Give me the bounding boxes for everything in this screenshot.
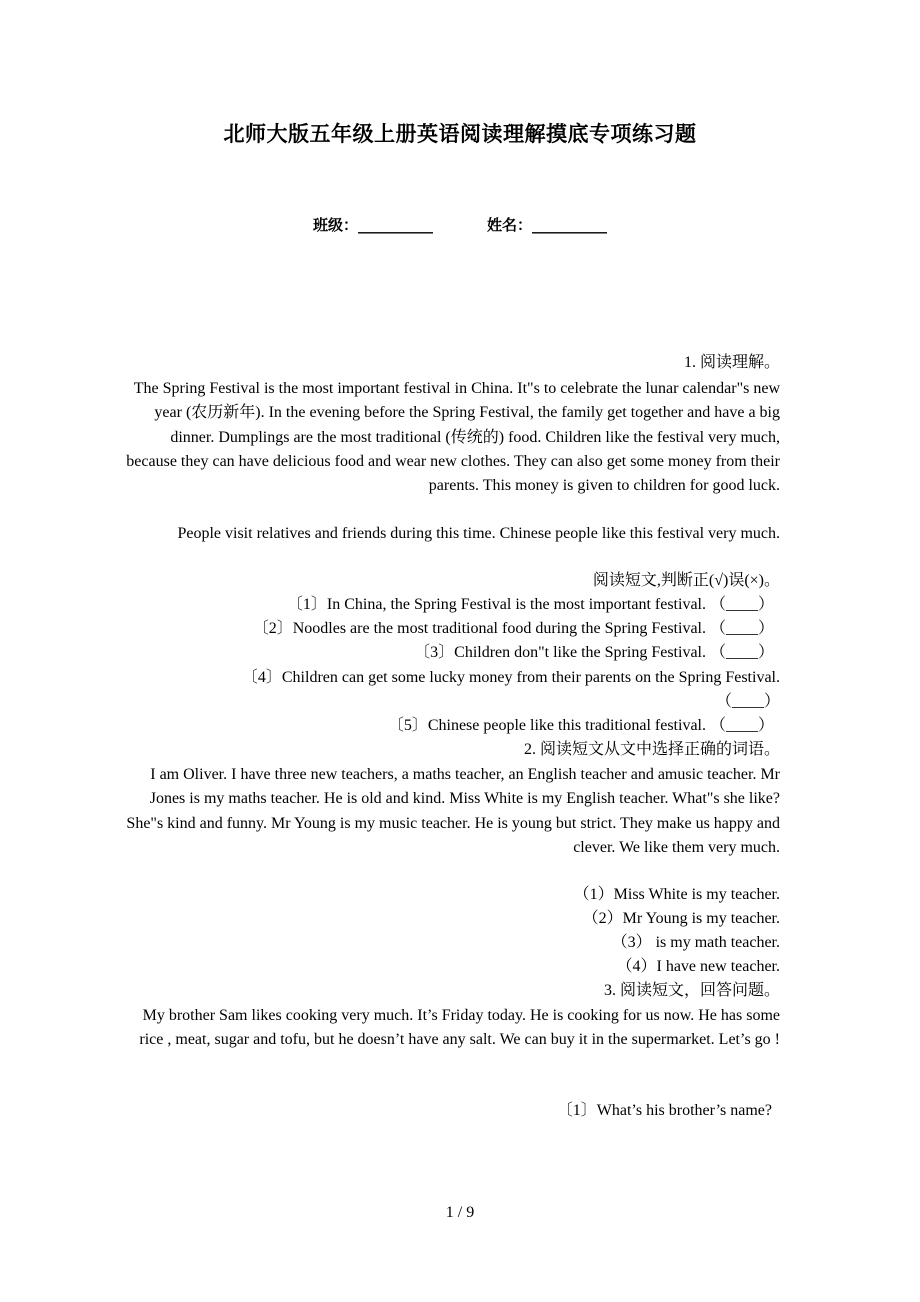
- section2-passage: I am Oliver. I have three new teachers, a maths teacher, an English teacher and amusic teacher. Mr Jones is my maths teacher. He is old and kind. Miss White is my English teacher. What"s she like? She"s kind and funny. Mr Young is my music teacher. He is young but strict. They make us happy and clever. We like them very much.: [126, 766, 780, 856]
- section1-heading: 1. 阅读理解。: [683, 354, 780, 371]
- section2-heading: 2. 阅读短文从文中选择正确的词语。: [523, 741, 780, 758]
- section1-question-3: 〔3〕Children don"t like the Spring Festival. （____）: [414, 644, 774, 661]
- name-blank: __________: [532, 216, 608, 234]
- student-info-fields: [0, 214, 920, 235]
- section2-question-2: （2）Mr Young is my teacher.: [582, 910, 780, 927]
- section2-question-4: （4）I have new teacher.: [616, 958, 780, 975]
- page-title: 北师大版五年级上册英语阅读理解摸底专项练习题: [223, 122, 697, 146]
- section1-question-4: 〔4〕Children can get some lucky money from their parents on the Spring Festival. （____）: [241, 669, 780, 711]
- section2-question-3: （3） is my math teacher.: [611, 934, 780, 951]
- name-label: 姓名：: [487, 216, 533, 234]
- section3-heading: 3. 阅读短文，回答问题。: [603, 982, 780, 999]
- section1-passage-paragraph-2: People visit relatives and friends during this time. Chinese people like this festival very much.: [177, 525, 780, 542]
- page-number: 1 / 9: [445, 1204, 475, 1221]
- section1-instruction: 阅读短文,判断正(√)误(×)。: [592, 572, 780, 589]
- section2-question-1: （1）Miss White is my teacher.: [573, 886, 780, 903]
- section1-question-2: 〔2〕Noodles are the most traditional food during the Spring Festival. （____）: [252, 620, 774, 637]
- section3-question-1: 〔1〕What’s his brother’s name?: [556, 1102, 772, 1119]
- section3-passage: My brother Sam likes cooking very much. It’s Friday today. He is cooking for us now. He has some rice , meat, sugar and tofu, but he doesn’t have any salt. We can buy it in the supermarket. Let’s go !: [139, 1007, 780, 1049]
- section1-question-1: 〔1〕In China, the Spring Festival is the most important festival. （____）: [286, 596, 774, 613]
- section1-question-5: 〔5〕Chinese people like this traditional festival. （____）: [387, 717, 774, 734]
- class-label: 班级：: [312, 216, 358, 234]
- class-blank: __________: [358, 216, 433, 234]
- section1-passage-paragraph-1: The Spring Festival is the most important festival in China. It"s to celebrate the lunar calendar"s new year (农历新年). In the evening before the Spring Festival, the family get together and have a big dinner. Dumplings are the most traditional (传统的) food. Children like the festival very much, because they can have delicious food and wear new clothes. They can also get some money from their parents. This money is given to children for good luck.: [126, 380, 780, 495]
